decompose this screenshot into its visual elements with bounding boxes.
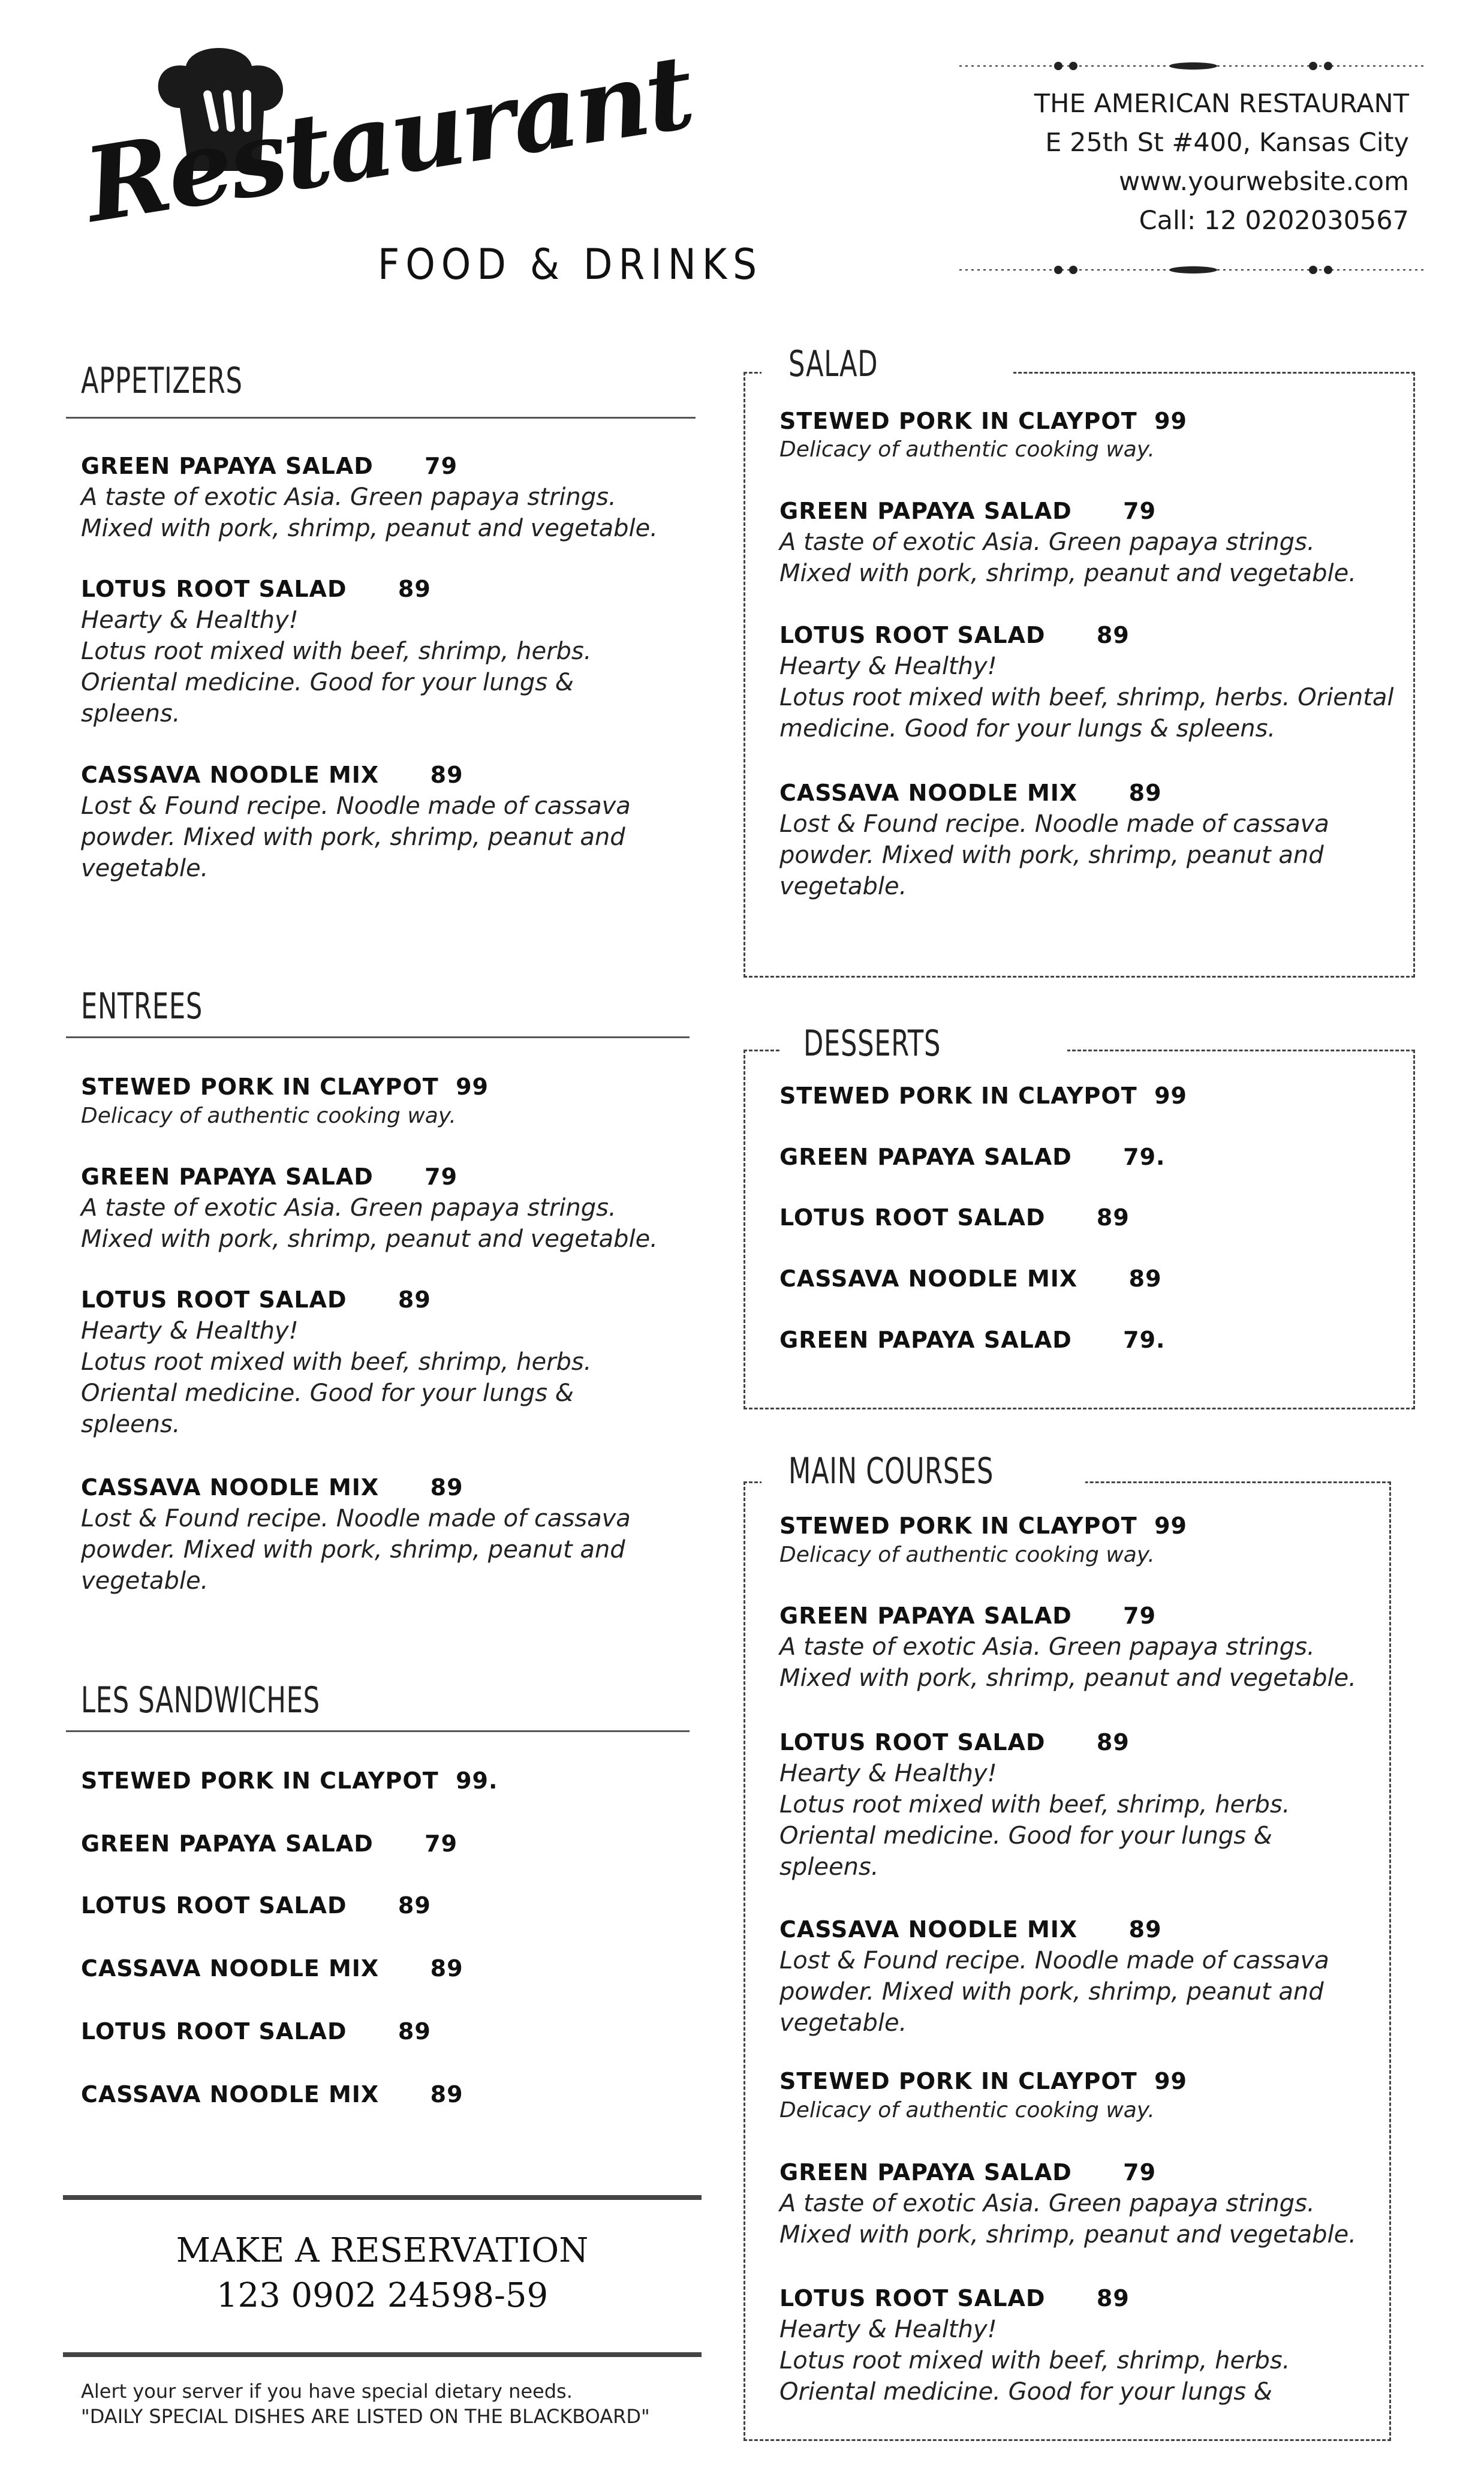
main-item-desc: A taste of exotic Asia. Green papaya strings. Mixed with pork, shrimp, peanut and vegetable. [779,2190,1356,2248]
main-item-name: STEWED PORK IN CLAYPOT 99 [779,2068,1187,2094]
ornament-divider-bottom [959,264,1427,276]
main-item-name: GREEN PAPAYA SALAD 79 [779,1603,1157,1629]
appetizer-item-desc: Lost & Found recipe. Noodle made of cassava powder. Mixed with pork, shrimp, peanut and vegetable. [81,792,631,882]
desserts-label-bg [779,1023,1067,1065]
restaurant-phone: Call: 12 0202030567 [1139,206,1409,236]
entree-item-desc: Delicacy of authentic cooking way. [81,1104,456,1128]
dessert-item: STEWED PORK IN CLAYPOT 99 [779,1083,1187,1109]
main-item-desc: Delicacy of authentic cooking way. [779,2098,1155,2123]
restaurant-name: THE AMERICAN RESTAURANT [1034,89,1409,119]
restaurant-address: E 25th St #400, Kansas City [1045,128,1409,158]
entree-item-desc: Lost & Found recipe. Noodle made of cassava powder. Mixed with pork, shrimp, peanut and vegetable. [81,1505,631,1595]
entree-item-name: GREEN PAPAYA SALAD 79 [81,1164,458,1190]
entree-item-desc: A taste of exotic Asia. Green papaya strings. Mixed with pork, shrimp, peanut and vegetable. [81,1194,658,1253]
sandwich-item: GREEN PAPAYA SALAD 79 [81,1830,458,1857]
main-item-desc: Delicacy of authentic cooking way. [779,1543,1155,1567]
appetizer-item-name: CASSAVA NOODLE MIX 89 [81,762,463,788]
reservation-title: MAKE A RESERVATION [176,2231,589,2270]
entree-item-name: LOTUS ROOT SALAD 89 [81,1286,431,1313]
dessert-item: GREEN PAPAYA SALAD 79. [779,1327,1166,1353]
entree-item-desc: Hearty & Healthy! Lotus root mixed with beef, shrimp, herbs. Oriental medicine. Good for your lungs & spleens. [81,1317,592,1438]
main-item-desc: Hearty & Healthy! Lotus root mixed with beef, shrimp, herbs. Oriental medicine. Good for your lungs & spleens. [779,1760,1290,1881]
dessert-item: LOTUS ROOT SALAD 89 [779,1204,1130,1231]
appetizer-item-name: LOTUS ROOT SALAD 89 [81,576,431,602]
sandwich-item: LOTUS ROOT SALAD 89 [81,2018,431,2045]
reservation-rule-top [63,2195,702,2200]
main-item-name: STEWED PORK IN CLAYPOT 99 [779,1513,1187,1539]
salad-item-desc: Hearty & Healthy! Lotus root mixed with beef, shrimp, herbs. Oriental medicine. Good for your lungs & spleens. [779,653,1394,742]
sandwich-item: STEWED PORK IN CLAYPOT 99. [81,1767,498,1794]
salad-item-name: STEWED PORK IN CLAYPOT 99 [779,408,1187,434]
salad-item-desc: A taste of exotic Asia. Green papaya strings. Mixed with pork, shrimp, peanut and vegetable. [779,528,1356,587]
salad-heading: SALAD [788,343,878,385]
salad-label-bg [761,343,1013,385]
entrees-rule [66,1036,690,1038]
sandwiches-heading: LES SANDWICHES [81,1679,320,1721]
main-item-desc: A taste of exotic Asia. Green papaya strings. Mixed with pork, shrimp, peanut and vegetable. [779,1633,1356,1692]
logo-tagline: FOOD & DRINKS [378,240,763,289]
sandwich-item: CASSAVA NOODLE MIX 89 [81,1955,463,1982]
reservation-rule-bottom [63,2352,702,2357]
logo-wordmark: Restaurant [77,32,700,246]
main-item-name: LOTUS ROOT SALAD 89 [779,1729,1130,1755]
dietary-note: Alert your server if you have special dietary needs. [81,2380,573,2403]
reservation-phone[interactable]: 123 0902 24598-59 [216,2276,549,2315]
entree-item-name: STEWED PORK IN CLAYPOT 99 [81,1074,489,1100]
main-item-name: GREEN PAPAYA SALAD 79 [779,2159,1157,2186]
desserts-heading: DESSERTS [803,1023,941,1065]
sandwiches-rule [66,1730,690,1732]
entrees-heading: ENTREES [81,985,203,1027]
appetizer-item-name: GREEN PAPAYA SALAD 79 [81,453,458,479]
main-courses-heading: MAIN COURSES [788,1450,994,1492]
dessert-item: GREEN PAPAYA SALAD 79. [779,1144,1166,1170]
dessert-item: CASSAVA NOODLE MIX 89 [779,1265,1162,1292]
contact-block [959,60,1427,282]
sandwich-item: LOTUS ROOT SALAD 89 [81,1892,431,1919]
ornament-divider-top [959,60,1427,72]
restaurant-website[interactable]: www.yourwebsite.com [1118,167,1409,197]
salad-item-desc: Delicacy of authentic cooking way. [779,437,1155,462]
restaurant-logo [77,32,763,294]
appetizer-item-desc: A taste of exotic Asia. Green papaya strings. Mixed with pork, shrimp, peanut and vegetable. [81,483,658,542]
entree-item-name: CASSAVA NOODLE MIX 89 [81,1474,463,1501]
main-item-name: LOTUS ROOT SALAD 89 [779,2285,1130,2311]
main-item-desc: Hearty & Healthy! Lotus root mixed with beef, shrimp, herbs. Oriental medicine. Good for your lungs & [779,2316,1290,2406]
blackboard-note: "DAILY SPECIAL DISHES ARE LISTED ON THE BLACKBOARD" [81,2405,650,2428]
sandwich-item: CASSAVA NOODLE MIX 89 [81,2081,463,2108]
salad-item-name: LOTUS ROOT SALAD 89 [779,622,1130,648]
appetizers-heading: APPETIZERS [81,360,243,402]
salad-item-desc: Lost & Found recipe. Noodle made of cassava powder. Mixed with pork, shrimp, peanut and vegetable. [779,810,1329,900]
salad-item-name: GREEN PAPAYA SALAD 79 [779,498,1157,524]
main-courses-label-bg [761,1450,1085,1495]
appetizer-item-desc: Hearty & Healthy! Lotus root mixed with beef, shrimp, herbs. Oriental medicine. Good for your lungs & spleens. [81,606,592,728]
main-item-desc: Lost & Found recipe. Noodle made of cassava powder. Mixed with pork, shrimp, peanut and vegetable. [779,1947,1329,2037]
main-item-name: CASSAVA NOODLE MIX 89 [779,1916,1162,1943]
appetizers-rule [66,417,696,419]
salad-item-name: CASSAVA NOODLE MIX 89 [779,780,1162,806]
